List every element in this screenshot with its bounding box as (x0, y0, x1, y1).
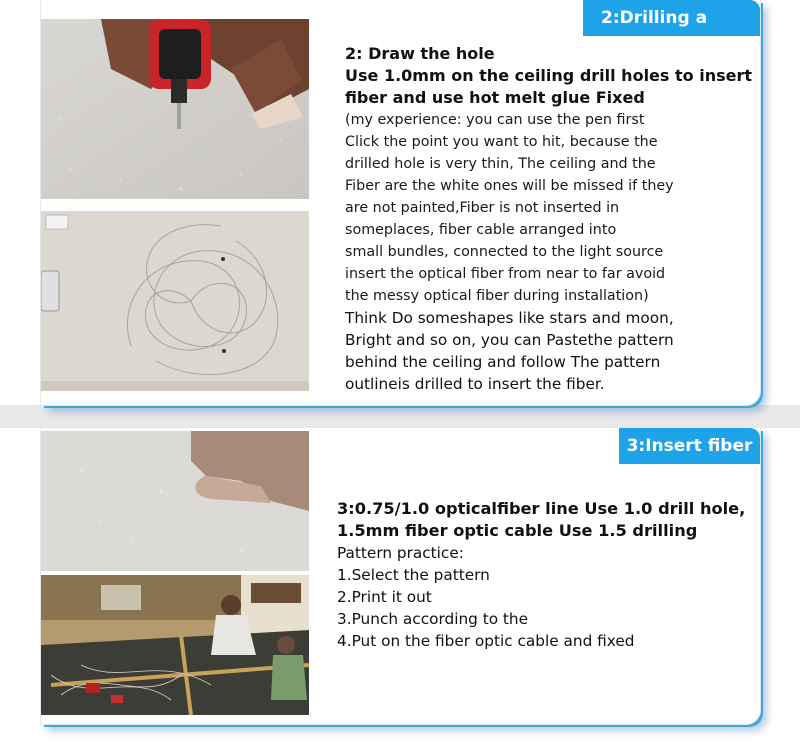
step-line: 4.Put on the fiber optic cable and fixed (337, 632, 635, 650)
experience-line: the messy optical fiber during installation) (345, 288, 649, 304)
ceiling-pattern-photo (41, 211, 309, 391)
drill-on-ceiling-photo (41, 19, 309, 199)
experience-line: (my experience: you can use the pen first (345, 112, 645, 128)
think-line: Bright and so on, you can Pastethe pattern (345, 331, 674, 349)
experience-line: drilled hole is very thin, The ceiling and the (345, 156, 656, 172)
experience-line: Fiber are the white ones will be missed if they (345, 178, 674, 194)
fiber-insertion-closeup-photo (41, 431, 309, 571)
workshop-fiber-install-photo (41, 575, 309, 715)
section-banner-drilling: 2:Drilling a hole (583, 0, 760, 36)
step-line: 1.Select the pattern (337, 566, 490, 584)
experience-line: are not painted,Fiber is not inserted in (345, 200, 620, 216)
step-line: 3.Punch according to the (337, 610, 529, 628)
think-line: Think Do someshapes like stars and moon, (345, 309, 674, 327)
think-line: outlineis drilled to insert the fiber. (345, 375, 605, 393)
drilling-heading-line-1: 2: Draw the hole (345, 44, 495, 63)
experience-line: Click the point you want to hit, because the (345, 134, 658, 150)
insert-fiber-section-card (41, 428, 760, 724)
drilling-heading-line-2: Use 1.0mm on the ceiling drill holes to insert (345, 66, 752, 85)
section-banner-insert-fiber: 3:Insert fiber (619, 428, 760, 464)
step-line: Pattern practice: (337, 544, 464, 562)
step-line: 2.Print it out (337, 588, 432, 606)
insert-fiber-instructions (337, 498, 745, 652)
experience-line: insert the optical fiber from near to far avoid (345, 266, 666, 282)
experience-line: small bundles, connected to the light source (345, 244, 664, 260)
drilling-instructions (345, 43, 752, 395)
drilling-section-card (41, 0, 760, 405)
experience-line: someplaces, fiber cable arranged into (345, 222, 617, 238)
insert-fiber-heading-line-1: 3:0.75/1.0 opticalfiber line Use 1.0 drill hole, (337, 499, 746, 518)
think-line: behind the ceiling and follow The pattern (345, 353, 661, 371)
insert-fiber-heading-line-2: 1.5mm fiber optic cable Use 1.5 drilling (337, 521, 698, 540)
section-separator (0, 405, 800, 428)
drilling-heading-line-3: fiber and use hot melt glue Fixed (345, 88, 645, 107)
